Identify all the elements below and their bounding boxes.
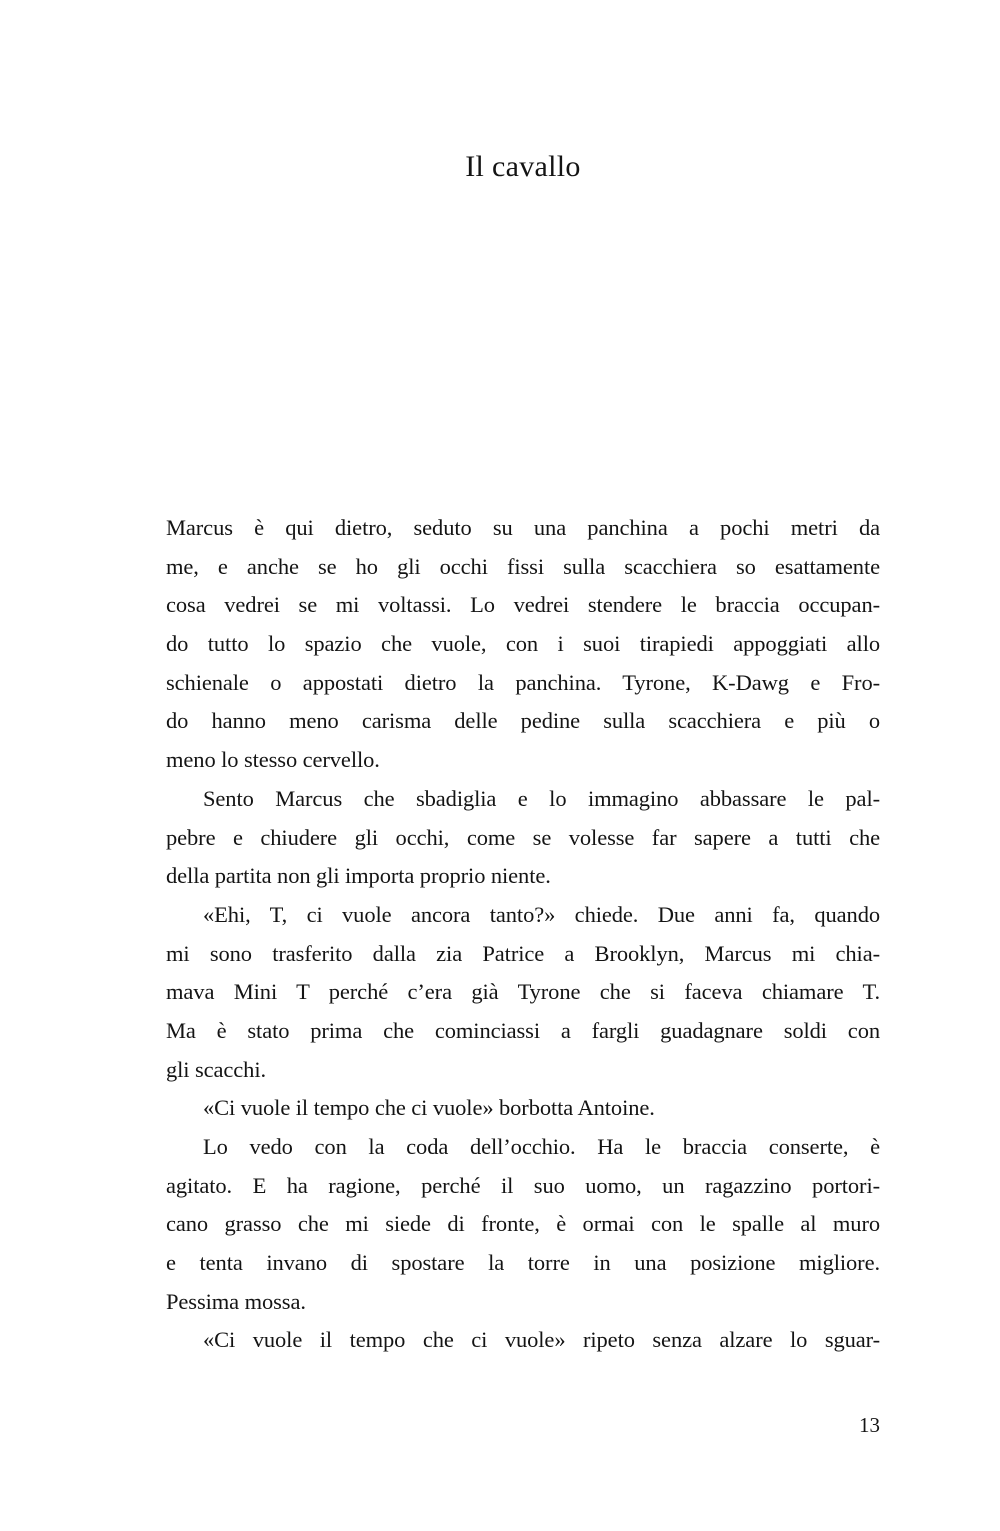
text-line: Sento Marcus che sbadiglia e lo immagino abbassare le pal- xyxy=(203,785,880,811)
text-line: me, e anche se ho gli occhi fissi sulla scacchiera so esattamente xyxy=(166,553,880,579)
text-line: do tutto lo spazio che vuole, con i suoi tirapiedi appoggiati allo xyxy=(166,631,880,657)
text-line: «Ci vuole il tempo che ci vuole» borbotta Antoine. xyxy=(203,1095,655,1121)
text-line: «Ehi, T, ci vuole ancora tanto?» chiede. Due anni fa, quando xyxy=(203,901,880,927)
text-line: «Ci vuole il tempo che ci vuole» ripeto senza alzare lo sguar- xyxy=(203,1327,880,1353)
text-line: Ma è stato prima che cominciassi a fargli guadagnare soldi con xyxy=(166,1017,880,1043)
text-line: cosa vedrei se mi voltassi. Lo vedrei stendere le braccia occupan- xyxy=(166,592,880,618)
text-line: agitato. E ha ragione, perché il suo uomo, un ragazzino portori- xyxy=(166,1172,880,1198)
text-line: pebre e chiudere gli occhi, come se volesse far sapere a tutti che xyxy=(166,824,880,850)
text-line: mi sono trasferito dalla zia Patrice a Brooklyn, Marcus mi chia- xyxy=(166,940,880,966)
text-line: do hanno meno carisma delle pedine sulla scacchiera e più o xyxy=(166,708,880,734)
text-line: e tenta invano di spostare la torre in una posizione migliore. xyxy=(166,1250,880,1276)
text-line: meno lo stesso cervello. xyxy=(166,747,380,773)
text-line: Marcus è qui dietro, seduto su una panchina a pochi metri da xyxy=(166,515,880,540)
text-line: mava Mini T perché c’era già Tyrone che si faceva chiamare T. xyxy=(166,979,880,1005)
text-line: gli scacchi. xyxy=(166,1056,267,1082)
text-line: Pessima mossa. xyxy=(166,1288,306,1314)
page-number: 13 xyxy=(859,1413,880,1437)
text-line: cano grasso che mi siede di fronte, è ormai con le spalle al muro xyxy=(166,1211,880,1237)
chapter-title: Il cavallo xyxy=(465,150,581,183)
text-line: della partita non gli importa proprio niente. xyxy=(166,863,551,889)
body-text xyxy=(166,509,880,1360)
text-line: schienale o appostati dietro la panchina. Tyrone, K-Dawg e Fro- xyxy=(166,669,880,695)
text-line: Lo vedo con la coda dell’occhio. Ha le braccia conserte, è xyxy=(203,1134,880,1159)
